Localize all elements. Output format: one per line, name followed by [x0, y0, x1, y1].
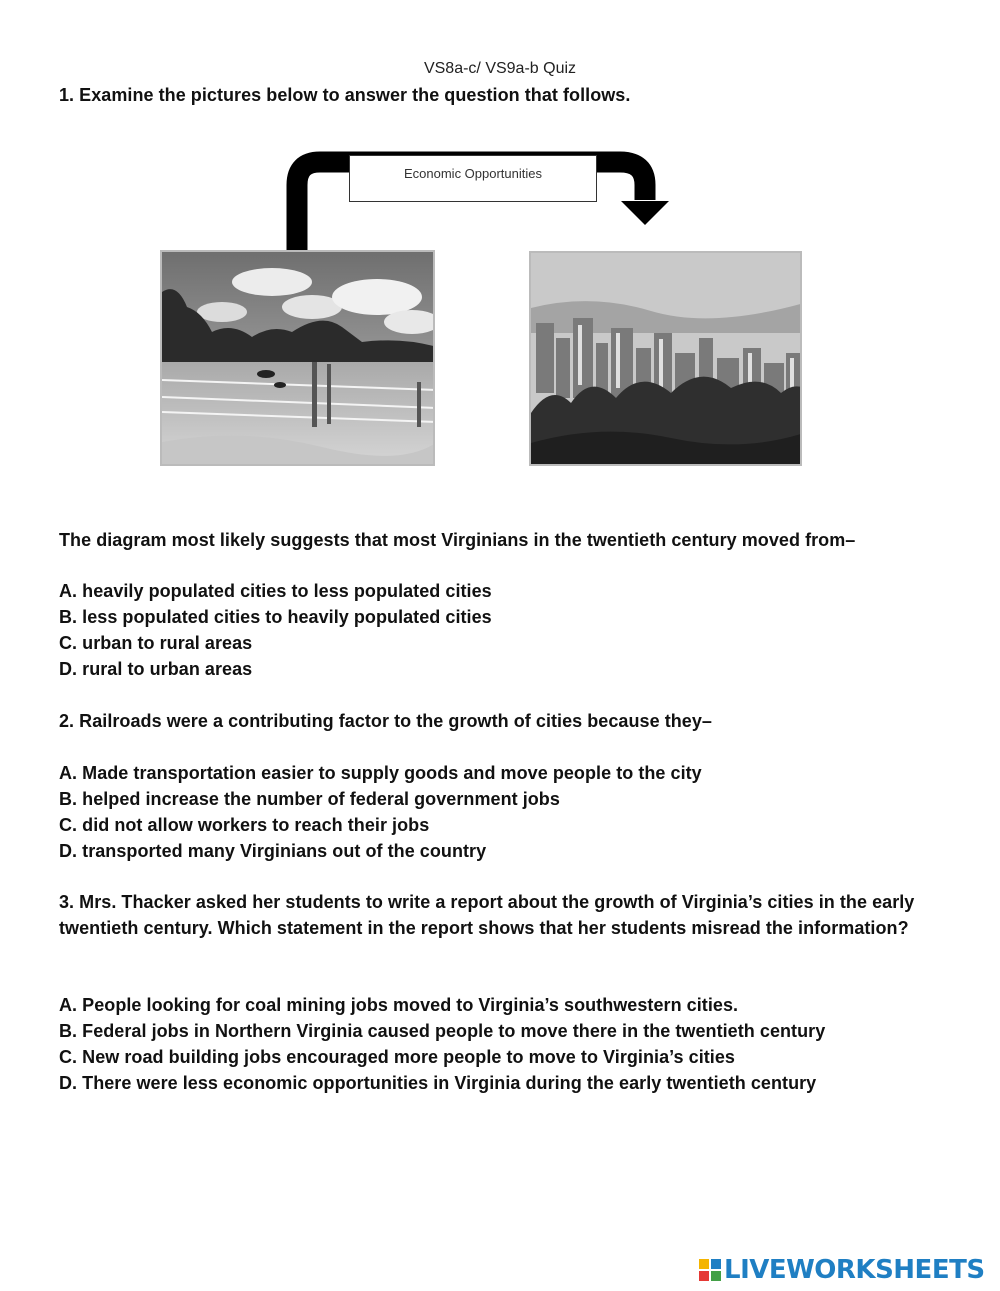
quiz-title: VS8a-c/ VS9a-b Quiz — [423, 60, 577, 77]
q2-stem: 2. Railroads were a contributing factor to the growth of cities because they– — [59, 711, 712, 731]
economic-opportunities-label: Economic Opportunities — [349, 155, 597, 202]
q2-option-a[interactable]: A. Made transportation easier to supply goods and move people to the city — [59, 763, 702, 783]
rural-farm-photo — [160, 250, 435, 466]
q2-option-b[interactable]: B. helped increase the number of federal government jobs — [59, 789, 560, 809]
liveworksheets-logo — [699, 1255, 985, 1285]
q3-stem: 3. Mrs. Thacker asked her students to write a report about the growth of Virginia’s cities in the early twentieth century. Which statement in the report shows that her students misread the information? — [59, 892, 915, 938]
q2-option-d[interactable]: D. transported many Virginians out of the country — [59, 841, 487, 861]
q1-option-c[interactable]: C. urban to rural areas — [59, 633, 253, 653]
city-skyline-photo — [529, 251, 802, 466]
q1-option-d[interactable]: D. rural to urban areas — [59, 659, 253, 679]
q2-option-c[interactable]: C. did not allow workers to reach their jobs — [59, 815, 430, 835]
q1-option-a[interactable]: A. heavily populated cities to less populated cities — [59, 581, 492, 601]
q3-option-c[interactable]: C. New road building jobs encouraged more people to move to Virginia’s cities — [59, 1047, 735, 1067]
q3-option-b[interactable]: B. Federal jobs in Northern Virginia caused people to move there in the twentieth century — [59, 1021, 826, 1041]
q3-option-d[interactable]: D. There were less economic opportunities in Virginia during the early twentieth century — [59, 1073, 817, 1093]
q1-stem: The diagram most likely suggests that most Virginians in the twentieth century moved from– — [59, 530, 856, 550]
migration-arrow — [0, 0, 1000, 300]
logo-text: LIVEWORKSHEETS — [724, 1255, 985, 1285]
q3-option-a[interactable]: A. People looking for coal mining jobs moved to Virginia’s southwestern cities. — [59, 995, 739, 1015]
logo-blocks-icon — [699, 1259, 721, 1281]
q1-prompt: 1. Examine the pictures below to answer the question that follows. — [59, 85, 631, 105]
q1-option-b[interactable]: B. less populated cities to heavily populated cities — [59, 607, 492, 627]
